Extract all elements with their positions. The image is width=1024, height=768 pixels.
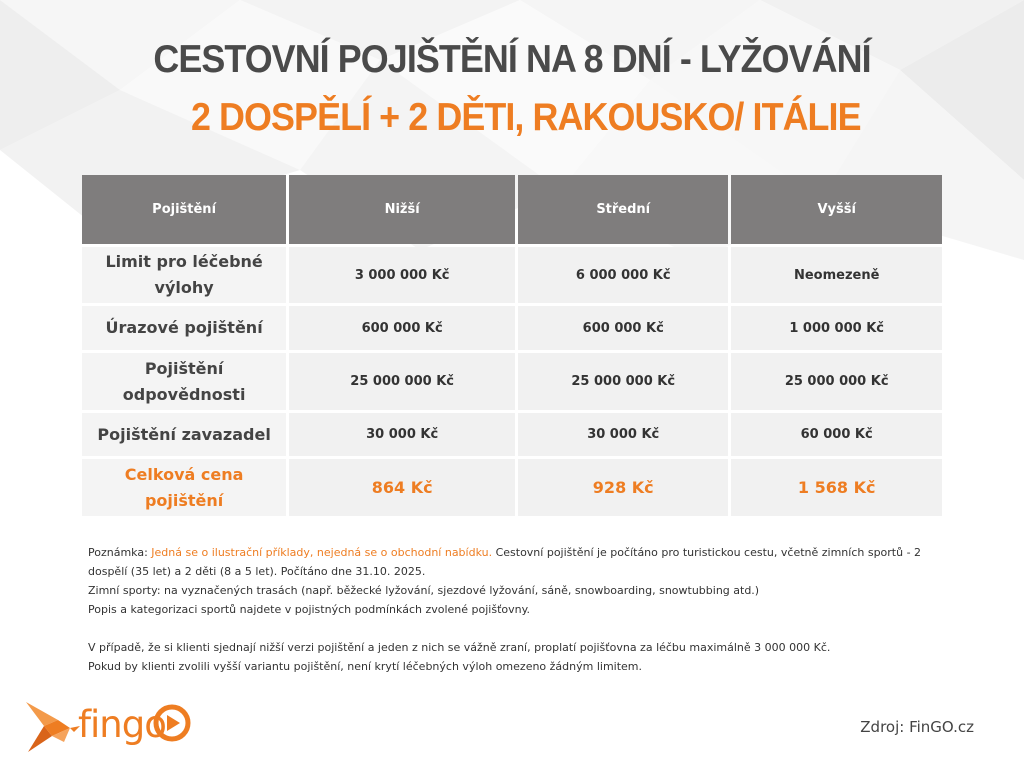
table-cell: 30 000 Kč	[518, 413, 728, 456]
table-cell: 25 000 000 Kč	[518, 353, 728, 410]
table-cell: 6 000 000 Kč	[518, 247, 728, 303]
total-price-cell: 1 568 Kč	[731, 459, 942, 516]
note-paragraph: Poznámka: Jedná se o ilustrační příklady, nejedná se o obchodní nabídku. Cestovní pojištění je počítáno pro turistickou cestu, včetně zimních sportů - 2 dospělí (35 let) a 2 děti (8 a 5 let). Počítáno dne 31.10. 2025.	[88, 546, 922, 578]
table-cell: 3 000 000 Kč	[289, 247, 515, 303]
table-cell: 30 000 Kč	[289, 413, 515, 456]
row-label: Pojištění zavazadel	[82, 413, 286, 456]
note-line: V případě, že si klienti sjednají nižší verzi pojištění a jeden z nich se vážně zraní, proplatí pojišťovna za léčbu maximálně 3 000 000 Kč.	[88, 641, 831, 654]
total-price-row	[82, 459, 942, 516]
note-label: Poznámka	[88, 546, 145, 559]
note-text: Cestovní pojištění je počítáno pro turistickou cestu, včetně zimních sportů - 2 dospělí (35 let) a 2 děti (8 a 5 let). Počítáno dne 31.10. 2025.	[88, 546, 922, 578]
table-row	[82, 353, 942, 410]
table-cell: 60 000 Kč	[731, 413, 942, 456]
row-label: Pojištění odpovědnosti	[82, 353, 286, 410]
table-cell: 600 000 Kč	[289, 306, 515, 350]
source-credit: Zdroj: FinGO.cz	[860, 718, 974, 736]
table-cell: 25 000 000 Kč	[731, 353, 942, 410]
note-line: Popis a kategorizaci sportů najdete v pojistných podmínkách zvolené pojišťovny.	[88, 603, 531, 616]
column-header-medium: Střední	[518, 175, 728, 244]
total-price-cell: 864 Kč	[289, 459, 515, 516]
notes-section	[88, 543, 948, 676]
row-label: Limit pro léčebné výlohy	[82, 247, 286, 303]
page-subtitle: 2 DOSPĚLÍ + 2 DĚTI, RAKOUSKO/ ITÁLIE	[190, 96, 861, 139]
note-line: Pokud by klienti zvolili vyšší variantu pojištění, není krytí léčebných výloh omezeno žádným limitem.	[88, 660, 643, 673]
table-cell: 1 000 000 Kč	[731, 306, 942, 350]
total-price-cell: 928 Kč	[518, 459, 728, 516]
insurance-comparison-table	[79, 172, 945, 519]
table-row	[82, 247, 942, 303]
column-header-insurance: Pojištění	[82, 175, 286, 244]
table-cell: 25 000 000 Kč	[289, 353, 515, 410]
column-header-higher: Vyšší	[731, 175, 942, 244]
note-line: Zimní sporty: na vyznačených trasách (např. běžecké lyžování, sjezdové lyžování, sáně, snowboarding, snowtubbing atd.)	[88, 584, 760, 597]
row-label: Celková cena pojištění	[82, 459, 286, 516]
row-label: Úrazové pojištění	[82, 306, 286, 350]
table-cell: 600 000 Kč	[518, 306, 728, 350]
disclaimer-highlight: Jedná se o ilustrační příklady, nejedná se o obchodní nabídku.	[151, 546, 493, 559]
fingo-logo-text: fingo	[78, 703, 166, 746]
table-row	[82, 306, 942, 350]
table-header-row	[82, 175, 942, 244]
page-title: CESTOVNÍ POJIŠTĚNÍ NA 8 DNÍ - LYŽOVÁNÍ	[153, 38, 871, 81]
table-cell: Neomezeně	[731, 247, 942, 303]
table-row	[82, 413, 942, 456]
column-header-lower: Nižší	[289, 175, 515, 244]
